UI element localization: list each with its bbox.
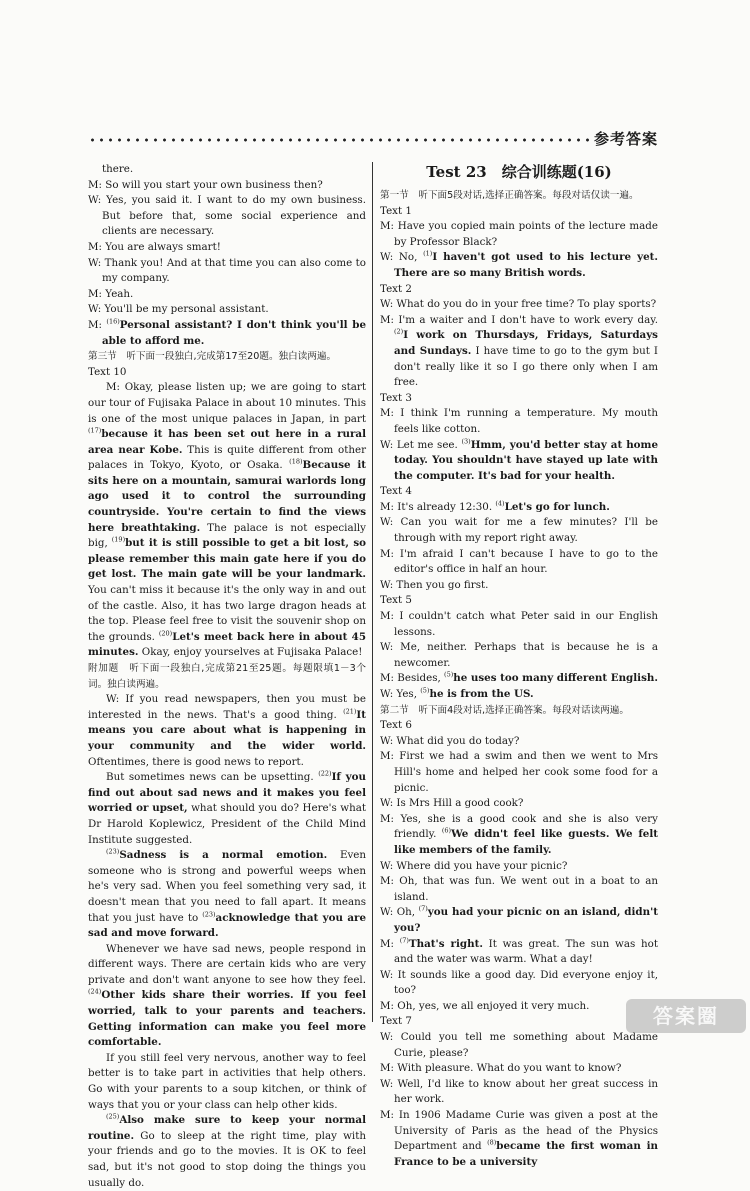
dialogue-line — [380, 1108, 658, 1170]
section-heading: 第三节 听下面一段独白,完成第17至20题。独白读两遍。 — [88, 351, 337, 363]
monologue-paragraph — [88, 848, 366, 942]
answer-text: Let's meet back here in about 45 minutes. — [88, 630, 366, 659]
dialogue-line: M: First we had a swim and then we went to Mrs Hill's home and helped her cook some food for a picnic. — [380, 750, 658, 794]
answer-text: Other kids share their worries. If you feel worried, talk to your parents and teachers. Getting information can make you feel more comfortable. — [88, 989, 366, 1049]
answer-text: Sadness is a normal emotion. — [119, 849, 328, 862]
text-label: Text 4 — [380, 485, 412, 498]
answer-marker: (18) — [289, 457, 303, 466]
text-label: Text 7 — [380, 1015, 412, 1028]
text-run: W: Let me see. — [380, 438, 462, 451]
monologue-paragraph — [88, 942, 366, 1051]
dialogue-line — [88, 318, 366, 349]
answer-marker: (8) — [487, 1138, 497, 1147]
dialogue-line: W: Where did you have your picnic? — [380, 859, 568, 872]
answer-text: It means you care about what is happening in your community and the wider world. — [88, 708, 366, 752]
monologue-paragraph — [88, 692, 366, 770]
answer-text: Personal assistant? I don't think you'll be able to afford me. — [102, 318, 366, 347]
text-label: Text 3 — [380, 391, 412, 404]
text-run: Oftentimes, there is good news to report. — [88, 755, 304, 768]
right-column — [380, 162, 658, 1170]
text-run: I have time to go to the gym but I don't really like it so I go there only when I am free. — [394, 344, 658, 389]
text-run: This is quite different from other palaces in Tokyo, Kyoto, or Osaka. — [88, 443, 366, 472]
dialogue-line: W: What did you do today? — [380, 734, 520, 747]
dialogue-line — [380, 438, 658, 485]
dialogue-line: M: Oh, yes, we all enjoyed it very much. — [380, 999, 590, 1012]
dialogue-line — [380, 812, 658, 859]
text-run: But sometimes news can be upsetting. — [106, 771, 319, 784]
answer-text: Also make sure to keep your normal routine. — [88, 1114, 366, 1142]
answer-marker: (5) — [444, 670, 454, 679]
text-run: Even someone who is strong and powerful weeps when he's very sad. When you feel something very sad, it doesn't mean that you need to fall apart. It means that you just have to — [88, 849, 366, 924]
answer-marker: (6) — [441, 826, 452, 835]
dialogue-line: M: I'm afraid I can't because I have to go to the editor's office in half an hour. — [380, 547, 658, 576]
dialogue-line: M: So will you start your own business then? — [88, 178, 323, 191]
dialogue-line: M: Oh, that was fun. We went out in a boat to an island. — [380, 875, 658, 903]
column-divider — [372, 162, 373, 1022]
text-run: It was great. The sun was hot and the water was warm. What a day! — [394, 937, 658, 966]
text-run: M: Besides, — [380, 672, 445, 685]
answer-text: you had your picnic on an island, didn't you? — [394, 906, 658, 934]
answer-marker: (16) — [106, 317, 120, 326]
dialogue-line: M: You are always smart! — [88, 240, 221, 253]
dialogue-line: W: What do you do in your free time? To play sports? — [380, 298, 657, 311]
answer-marker: (24) — [88, 988, 102, 997]
answer-text: Hmm, you'd better stay at home today. You shouldn't have stayed up late with the computer. It's bad for your health. — [394, 438, 659, 482]
dialogue-line: M: With pleasure. What do you want to know? — [380, 1062, 622, 1075]
dialogue-line — [380, 905, 658, 936]
answer-text: but it is still possible to get a bit lost, so please remember this main gate here if you do get lost. The main gate will be your landmark. — [88, 537, 366, 581]
text-run: W: If you read newspapers, then you must be interested in the news. That's a good thing. — [88, 693, 366, 721]
text-run: Whenever we have sad news, people respond in different ways. There are certain kids who are very private and don't want anyone to see how they feel. — [88, 942, 366, 986]
answer-marker: (4) — [495, 499, 505, 508]
dialogue-line — [380, 500, 658, 516]
answer-marker: (3) — [461, 437, 471, 446]
text-run: You can't miss it because it's the only way in and out of the castle. Also, it has two large dragon heads at the top. Please feel free to visit the souvenir shop on the grounds. — [88, 584, 366, 643]
answer-text: became the first woman in France to be a university — [394, 1140, 658, 1168]
answer-marker: (21) — [343, 707, 357, 716]
dialogue-line: M: Yeah. — [88, 287, 134, 300]
answer-marker: (19) — [111, 535, 126, 544]
answer-marker: (23) — [202, 910, 216, 919]
text-run: M: In 1906 Madame Curie was given a post at the University of Paris as the head of the Physics Department and — [380, 1109, 658, 1153]
text-run: M: Okay, please listen up; we are going to start our tour of Fujisaka Palace in about 10 minutes. This is one of the most unique palaces in Japan, in part — [88, 381, 366, 425]
text-label: Text 2 — [380, 282, 412, 295]
text-run: M: It's already 12:30. — [380, 500, 496, 513]
text-run: Go to sleep at the right time, play with your friends and go to the movies. It is OK to feel sad, but it's not good to stop doing the things you usually do. — [88, 1129, 366, 1189]
section-heading: 第二节 听下面4段对话,选择正确答案。每段对话读两遍。 — [380, 704, 629, 716]
dialogue-line: W: Yes, you said it. I want to do my own business. But before that, some social experience and clients are necessary. — [88, 194, 366, 238]
answer-marker: (7) — [399, 936, 409, 945]
dialogue-line: W: Is Mrs Hill a good cook? — [380, 797, 524, 810]
dialogue-line — [380, 671, 658, 687]
dialogue-line: W: Then you go first. — [380, 578, 489, 591]
dialogue-line: W: Well, I'd like to know about her great success in her work. — [380, 1077, 658, 1106]
section-heading: 第一节 听下面5段对话,选择正确答案。每段对话仅读一遍。 — [380, 190, 639, 201]
answer-text: I haven't got used to his lecture yet. There are so many British words. — [394, 251, 658, 279]
speaker: M: — [88, 318, 107, 331]
dialogue-line — [380, 250, 658, 281]
text-run: The palace is not especially big, — [88, 521, 366, 550]
answer-text: I work on Thursdays, Fridays, Saturdays and Sundays. — [394, 329, 658, 357]
answer-text: If you find out about sad news and it makes you feel worried or upset, — [88, 771, 366, 815]
text-run: W: Yes, — [380, 688, 421, 700]
text-run: Okay, enjoy yourselves at Fujisaka Palace! — [138, 646, 363, 659]
answer-marker: (17) — [88, 426, 102, 435]
page-header — [88, 128, 658, 152]
answer-text: We didn't feel like guests. We felt like members of the family. — [394, 828, 658, 856]
dialogue-line: M: Have you copied main points of the lecture made by Professor Black? — [380, 220, 658, 248]
text-run: M: — [380, 937, 400, 950]
monologue-paragraph — [88, 1113, 366, 1191]
text-run: M: I'm a waiter and I don't have to work every day. — [380, 313, 658, 326]
answer-text: Because it sits here on a mountain, samurai warlords long ago used it to control the surrounding countryside. You're certain to find the views here breathtaking. — [88, 459, 366, 534]
answer-marker: (5) — [420, 686, 430, 695]
text-run: M: Yes, she is a good cook and she is also very friendly. — [380, 812, 658, 841]
monologue-paragraph — [88, 770, 366, 848]
monologue-paragraph: If you still feel very nervous, another way to feel better is to take part in activities that help others. Go with your parents to a soup kitchen, or think of ways that you or your class can help other kids. — [88, 1051, 366, 1111]
dialogue-line: W: Thank you! And at that time you can also come to my company. — [88, 256, 366, 285]
answer-text: acknowledge that you are sad and move forward. — [88, 911, 366, 940]
left-column — [88, 162, 366, 1191]
dialogue-line: W: Can you wait for me a few minutes? I'll be through with my report right away. — [380, 516, 658, 545]
text-label: Text 10 — [88, 365, 127, 378]
dialogue-line — [380, 687, 658, 703]
dialogue-line: W: Me, neither. Perhaps that is because he is a newcomer. — [380, 641, 658, 669]
answer-marker: (22) — [318, 769, 332, 778]
answer-marker: (23) — [106, 847, 120, 856]
monologue-paragraph — [88, 380, 366, 661]
dialogue-line: W: Could you tell me something about Madame Curie, please? — [380, 1031, 658, 1059]
text-line: there. — [102, 163, 134, 175]
dotted-rule — [88, 138, 593, 142]
text-label: Text 6 — [380, 719, 412, 732]
answer-marker: (7) — [418, 904, 428, 913]
answer-text: he is from the US. — [429, 688, 534, 700]
dialogue-line — [380, 313, 658, 391]
dialogue-line: W: You'll be my personal assistant. — [88, 303, 269, 316]
dialogue-line: M: I couldn't catch what Peter said in our English lessons. — [380, 610, 658, 638]
header-title: 参考答案 — [593, 130, 658, 148]
text-run: what should you do? Here's what Dr Harold Koplewicz, President of the Child Mind Institute suggested. — [88, 802, 366, 846]
answer-text: Let's go for lunch. — [504, 500, 610, 513]
watermark-logo: 答案圈 — [626, 999, 746, 1033]
section-heading: 附加题 听下面一段独白,完成第21至25题。每题限填1－3个词。独白读两遍。 — [88, 663, 367, 690]
answer-text: he uses too many different English. — [453, 672, 658, 685]
text-label: Text 5 — [380, 594, 412, 607]
answer-text: because it has been set out here in a rural area near Kobe. — [88, 428, 366, 456]
text-label: Text 1 — [380, 204, 412, 217]
dialogue-line — [380, 937, 658, 968]
answer-marker: (25) — [106, 1112, 120, 1121]
dialogue-line: M: I think I'm running a temperature. My mouth feels like cotton. — [380, 407, 658, 435]
text-run: W: Oh, — [380, 906, 419, 919]
text-run: W: No, — [380, 251, 424, 264]
answer-marker: (2) — [394, 327, 404, 336]
dialogue-line: W: It sounds like a good day. Did everyone enjoy it, too? — [380, 968, 658, 997]
answer-text: That's right. — [408, 937, 483, 950]
test-title: Test 23 综合训练题(16) — [426, 163, 612, 181]
answer-marker: (1) — [423, 249, 433, 258]
answer-marker: (20) — [158, 629, 173, 638]
